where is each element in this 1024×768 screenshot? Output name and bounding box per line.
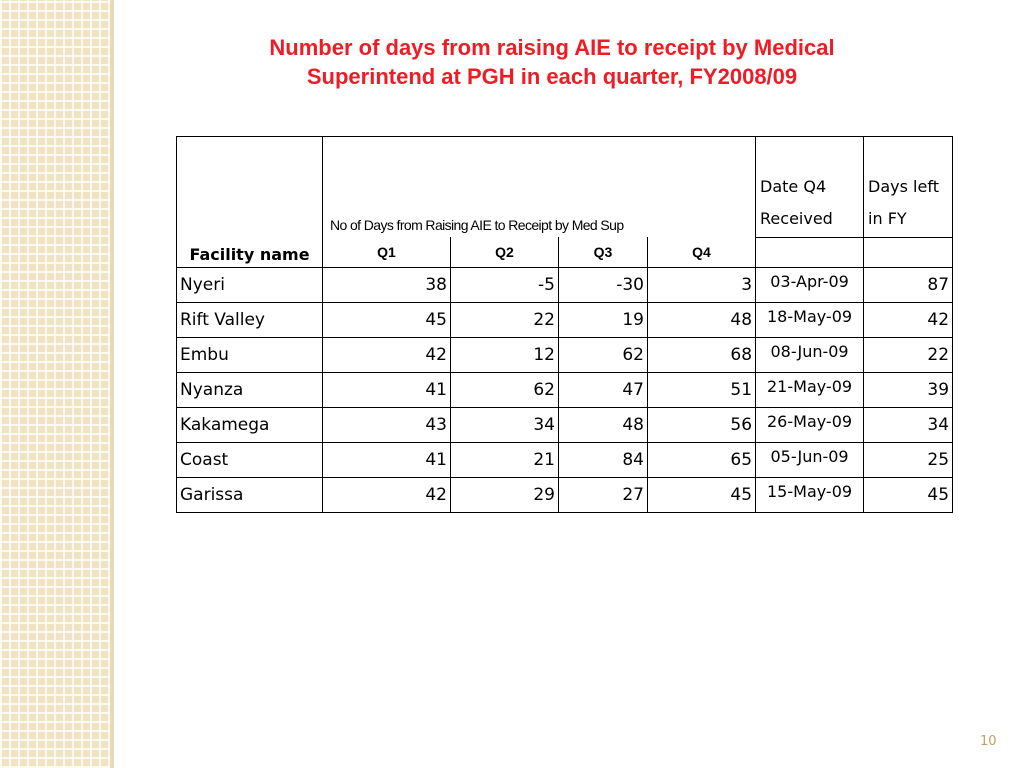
slide-title xyxy=(150,33,954,91)
slide-title-line-2: Superintend at PGH in each quarter, FY2008/09 xyxy=(306,64,798,89)
q4-cell: 3 xyxy=(648,267,756,302)
q4-cell: 56 xyxy=(648,407,756,442)
date-q4-cell: 08-Jun-09 xyxy=(756,337,864,372)
q3-cell: 48 xyxy=(559,407,648,442)
q1-cell: 42 xyxy=(323,337,451,372)
q1-cell: 38 xyxy=(323,267,451,302)
days-left-cell: 39 xyxy=(864,372,953,407)
facility-cell: Embu xyxy=(177,337,323,372)
q4-cell: 68 xyxy=(648,337,756,372)
table-row xyxy=(177,372,953,407)
facility-name-header: Facility name xyxy=(177,137,323,268)
date-q4-cell: 18-May-09 xyxy=(756,302,864,337)
q3-header: Q3 xyxy=(559,237,648,267)
header-row-top xyxy=(177,137,953,238)
table-row xyxy=(177,302,953,337)
q3-cell: 47 xyxy=(559,372,648,407)
q4-cell: 48 xyxy=(648,302,756,337)
q3-cell: -30 xyxy=(559,267,648,302)
q2-cell: 29 xyxy=(451,477,559,512)
q3-cell: 84 xyxy=(559,442,648,477)
q1-cell: 45 xyxy=(323,302,451,337)
q1-cell: 43 xyxy=(323,407,451,442)
q2-cell: 22 xyxy=(451,302,559,337)
facility-cell: Nyanza xyxy=(177,372,323,407)
q2-cell: 12 xyxy=(451,337,559,372)
days-left-cell: 42 xyxy=(864,302,953,337)
facility-cell: Nyeri xyxy=(177,267,323,302)
date-q4-cell: 03-Apr-09 xyxy=(756,267,864,302)
q1-header: Q1 xyxy=(323,237,451,267)
q3-cell: 62 xyxy=(559,337,648,372)
facility-days-table xyxy=(176,136,953,513)
table-row xyxy=(177,477,953,512)
decorative-side-edge xyxy=(110,0,114,768)
q3-cell: 27 xyxy=(559,477,648,512)
q2-cell: 21 xyxy=(451,442,559,477)
days-span-header: No of Days from Raising AIE to Receipt by Med Sup xyxy=(323,137,756,238)
q2-cell: -5 xyxy=(451,267,559,302)
facility-cell: Garissa xyxy=(177,477,323,512)
table-row xyxy=(177,337,953,372)
q2-header: Q2 xyxy=(451,237,559,267)
q4-cell: 45 xyxy=(648,477,756,512)
q1-cell: 41 xyxy=(323,372,451,407)
date-blank-header xyxy=(756,237,864,267)
slide-title-line-1: Number of days from raising AIE to receipt by Medical xyxy=(269,35,835,60)
date-q4-cell: 26-May-09 xyxy=(756,407,864,442)
days-left-cell: 45 xyxy=(864,477,953,512)
facility-cell: Rift Valley xyxy=(177,302,323,337)
decorative-side-pattern xyxy=(0,0,110,768)
facility-cell: Coast xyxy=(177,442,323,477)
days-left-header: Days left in FY xyxy=(864,137,953,238)
date-q4-cell: 21-May-09 xyxy=(756,372,864,407)
q4-cell: 51 xyxy=(648,372,756,407)
date-q4-received-header: Date Q4 Received xyxy=(756,137,864,238)
date-q4-cell: 15-May-09 xyxy=(756,477,864,512)
q4-header: Q4 xyxy=(648,237,756,267)
table-row xyxy=(177,267,953,302)
table-row xyxy=(177,407,953,442)
q2-cell: 34 xyxy=(451,407,559,442)
page-number: 10 xyxy=(980,734,997,749)
date-q4-cell: 05-Jun-09 xyxy=(756,442,864,477)
days-left-cell: 87 xyxy=(864,267,953,302)
days-blank-header xyxy=(864,237,953,267)
days-left-cell: 34 xyxy=(864,407,953,442)
days-left-cell: 25 xyxy=(864,442,953,477)
q3-cell: 19 xyxy=(559,302,648,337)
facility-cell: Kakamega xyxy=(177,407,323,442)
q2-cell: 62 xyxy=(451,372,559,407)
q1-cell: 41 xyxy=(323,442,451,477)
days-left-cell: 22 xyxy=(864,337,953,372)
q1-cell: 42 xyxy=(323,477,451,512)
table-row xyxy=(177,442,953,477)
q4-cell: 65 xyxy=(648,442,756,477)
